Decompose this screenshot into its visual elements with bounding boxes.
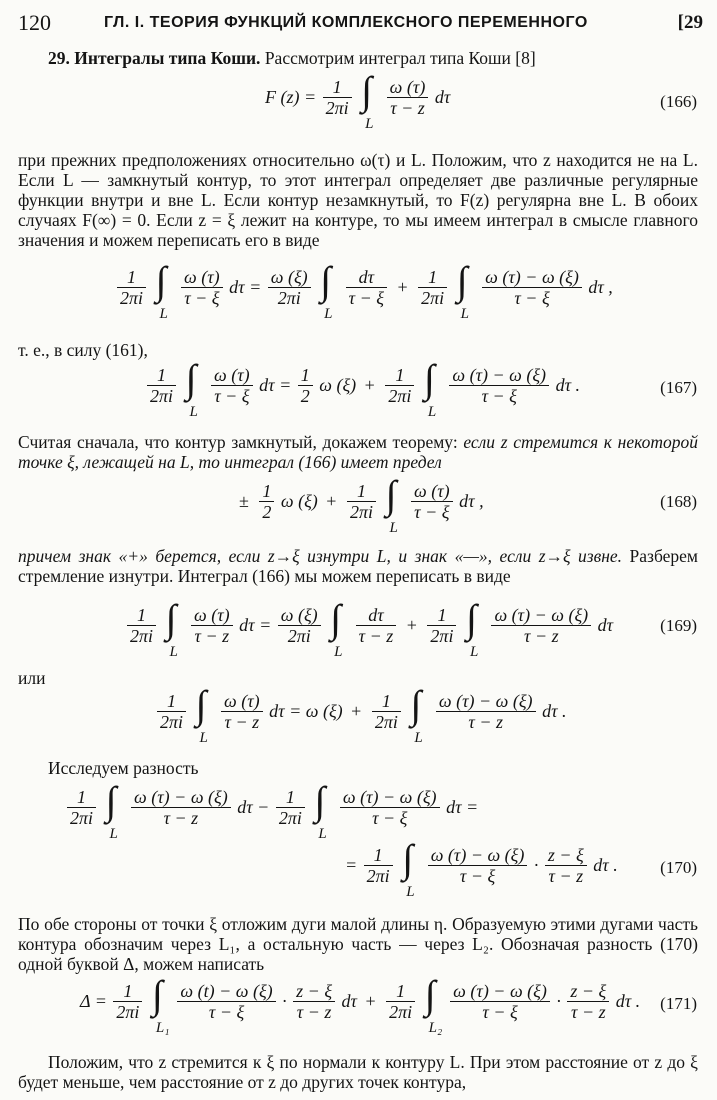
paragraph-8: Положим, что z стремится к ξ по нормали к контуру L. При этом расстояние от z до ξ будет меньше, чем расстояние от z до других точек контура, (18, 1052, 698, 1092)
equation-170-line1: $\frac{1}{2\pi i}$ ∫ L $\frac{\omega (\tau) - \omega (\xi)}{\tau - z}$ dτ − $\frac{1}{2\pi i}$ ∫ L $\frac{\omega (\tau) - \omega (\xi)}{\tau - \xi}$ dτ = (0, 782, 717, 842)
section-intro: Рассмотрим интеграл типа Коши [8] (264, 48, 536, 68)
paragraph-4: причем знак «+» берется, если z→ξ изнутри L, и знак «—», если z→ξ извне. Разберем стремление изнутри. Интеграл (166) мы можем переписать в виде (18, 546, 698, 586)
equation-number-171: (171) (660, 994, 697, 1013)
equation-or-form: $\frac{1}{2\pi i}$ ∫ L $\frac{\omega (\tau)}{\tau - z}$ dτ = ω (ξ) + $\frac{1}{2\pi i}$ ∫ L $\frac{\omega (\tau) - \omega (\xi)}{\tau - z}$ dτ . (0, 686, 717, 752)
equation-number-169: (169) (660, 616, 697, 635)
section-title: 29. Интегралы типа Коши. (48, 48, 261, 68)
equation-168: ± $\frac{1}{2}$ ω (ξ) + $\frac{1}{2\pi i}$ ∫ L $\frac{\omega (\tau)}{\tau - \xi}$ dτ , (168) (239, 472, 697, 536)
equation-number-166: (166) (660, 92, 697, 111)
paragraph-5: или (18, 668, 46, 688)
equation-number-167: (167) (660, 378, 697, 397)
paragraph-1: при прежних предположениях относительно ω(τ) и L. Положим, что z находится не на L. Если L — замкнутый контур, то этот интеграл определяет две различные регулярные функции внутри и вне L. Если контур незамкнутый, то F(z) регулярна вне L. В обоих случаях F(∞) = 0. Если z = ξ лежит на контуре, то мы имеем интеграл в смысле главного значения и можем переписать его в виде (18, 150, 698, 250)
paragraph-2: т. е., в силу (161), (18, 340, 148, 360)
equation-169: $\frac{1}{2\pi i}$ ∫ L $\frac{\omega (\tau)}{\tau - z}$ dτ = $\frac{\omega (\xi)}{2\pi i}$ ∫ L $\frac{d\tau}{\tau - z}$ + $\frac{1}{2\pi i}$ ∫ L $\frac{\omega (\tau) - \omega (\xi)}{\tau - z}$ dτ (169) (0, 600, 717, 666)
page-number: 120 (18, 10, 51, 35)
section-ref: [29 (677, 12, 703, 33)
equation-171: Δ = $\frac{1}{2\pi i}$ ∫ L₁ $\frac{\omega (t) - \omega (\xi)}{\tau - \xi}$ · $\frac{z - \xi}{\tau - z}$ dτ + $\frac{1}{2\pi i}$ ∫ L₂ $\frac{\omega (\tau) - \omega (\xi)}{\tau - \xi}$ · $\frac{z - \xi}{\tau - z}$ dτ . (171) (80, 972, 697, 1036)
paragraph-6: Исследуем разность (48, 758, 199, 778)
equation-number-168: (168) (660, 492, 697, 511)
running-title: ГЛ. I. ТЕОРИЯ ФУНКЦИЙ КОМПЛЕКСНОГО ПЕРЕМЕННОГО (104, 14, 588, 31)
equation-167: $\frac{1}{2\pi i}$ ∫ L $\frac{\omega (\tau)}{\tau - \xi}$ dτ = $\frac{1}{2}$ ω (ξ) + $\frac{1}{2\pi i}$ ∫ L $\frac{\omega (\tau) - \omega (\xi)}{\tau - \xi}$ dτ . (167) (0, 360, 717, 430)
paragraph-3: Считая сначала, что контур замкнутый, докажем теорему: если z стремится к некоторой точке ξ, лежащей на L, то интеграл (166) имеет предел (18, 432, 699, 472)
equation-principal-value: $\frac{1}{2\pi i}$ ∫ L $\frac{\omega (\tau)}{\tau - \xi}$ dτ = $\frac{\omega (\xi)}{2\pi i}$ ∫ L $\frac{d\tau}{\tau - \xi}$ + $\frac{1}{2\pi i}$ ∫ L $\frac{\omega (\tau) - \omega (\xi)}{\tau - \xi}$ dτ , (0, 262, 717, 332)
running-header (18, 10, 703, 38)
paragraph-7: По обе стороны от точки ξ отложим дуги малой длины η. Образуемую этими дугами часть контура обозначим через L₁, а остальную часть — через L₂. Обозначая разность (170) одной буквой Δ, можем написать (18, 914, 698, 974)
equation-170: = $\frac{1}{2\pi i}$ ∫ L $\frac{\omega (\tau) - \omega (\xi)}{\tau - \xi}$ · $\frac{z - \xi}{\tau - z}$ dτ . (170) (345, 836, 697, 900)
section-heading (18, 48, 698, 68)
equation-number-170: (170) (660, 858, 697, 877)
equation-166: F (z) = $\frac{1}{2\pi i}$ ∫ L $\frac{\omega (\tau)}{\tau - z}$ dτ (166) (265, 68, 697, 132)
